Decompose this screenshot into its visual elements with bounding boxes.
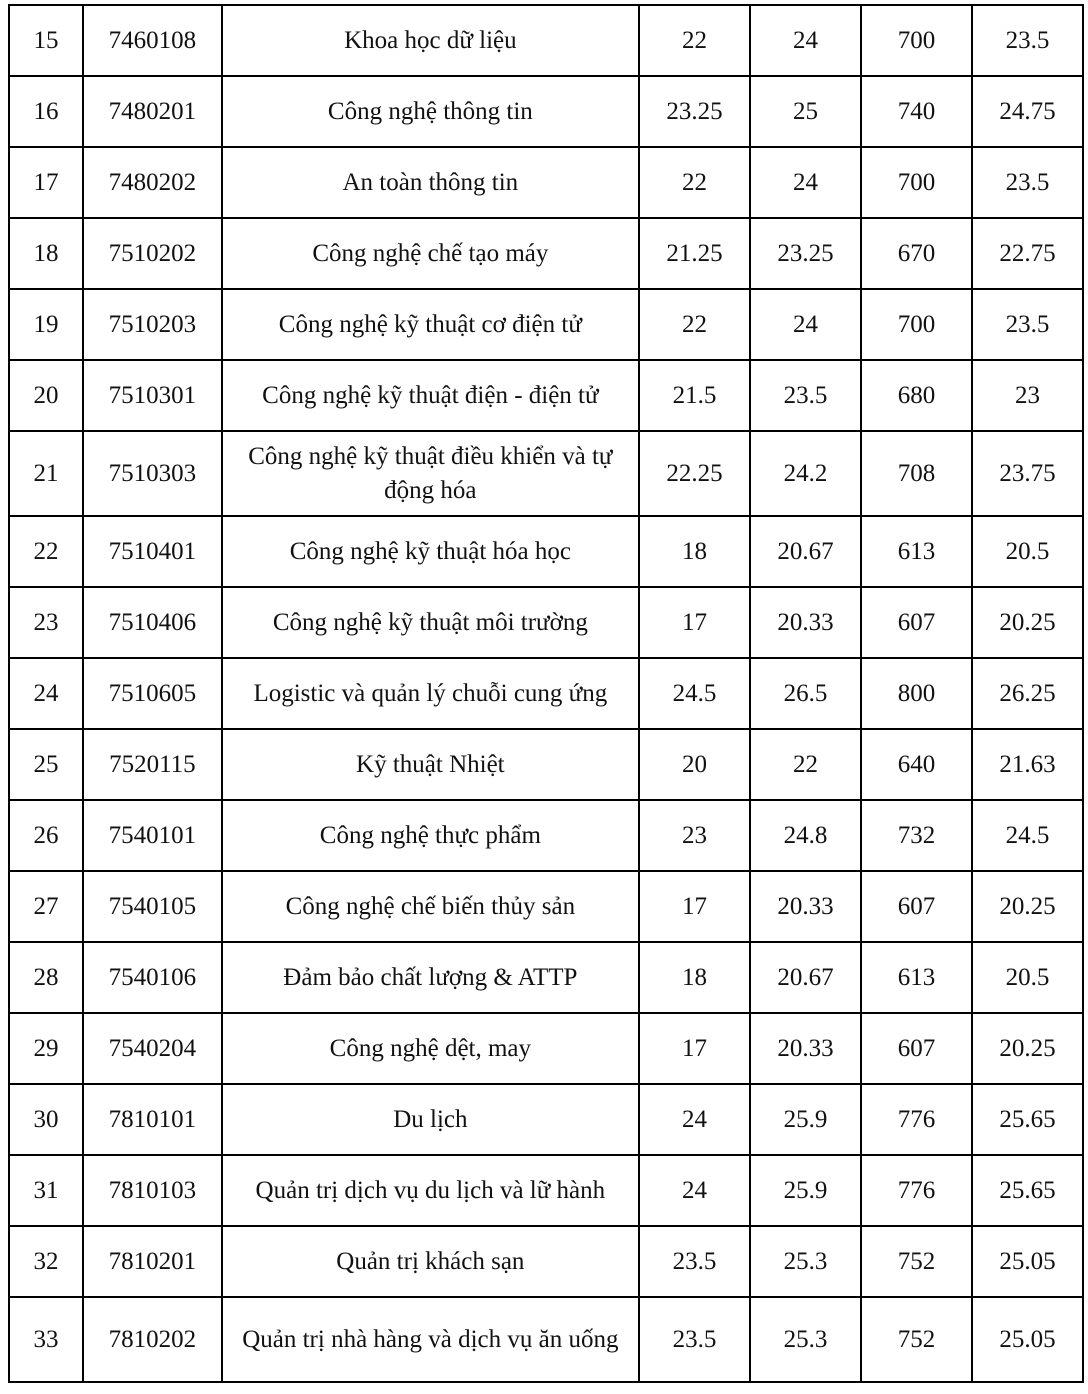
cell-index: 29 <box>9 1013 83 1084</box>
cell-major-name: Du lịch <box>222 1084 639 1155</box>
cell-score-3: 732 <box>861 800 972 871</box>
cell-score-1: 21.25 <box>639 218 750 289</box>
table-row <box>9 729 1083 800</box>
cell-major-name: Khoa học dữ liệu <box>222 5 639 76</box>
cell-score-3: 800 <box>861 658 972 729</box>
cell-score-4: 20.5 <box>972 942 1083 1013</box>
cell-major-code: 7510203 <box>83 289 222 360</box>
table-row <box>9 800 1083 871</box>
cell-score-1: 18 <box>639 942 750 1013</box>
cell-major-code: 7810103 <box>83 1155 222 1226</box>
cell-major-code: 7510301 <box>83 360 222 431</box>
cell-score-4: 24.75 <box>972 76 1083 147</box>
table-row <box>9 1226 1083 1297</box>
cell-score-1: 24 <box>639 1084 750 1155</box>
cell-index: 26 <box>9 800 83 871</box>
cell-score-1: 17 <box>639 871 750 942</box>
table-row <box>9 147 1083 218</box>
cell-index: 21 <box>9 431 83 516</box>
cell-major-name: Công nghệ thông tin <box>222 76 639 147</box>
cell-major-code: 7510406 <box>83 587 222 658</box>
cell-index: 33 <box>9 1297 83 1382</box>
cell-score-3: 680 <box>861 360 972 431</box>
cell-major-code: 7540101 <box>83 800 222 871</box>
cell-index: 15 <box>9 5 83 76</box>
table-row <box>9 658 1083 729</box>
table-body <box>9 5 1083 1382</box>
cell-score-2: 20.33 <box>750 587 861 658</box>
cell-major-name: Công nghệ kỹ thuật cơ điện tử <box>222 289 639 360</box>
cell-score-2: 25.9 <box>750 1155 861 1226</box>
cell-index: 18 <box>9 218 83 289</box>
cell-index: 23 <box>9 587 83 658</box>
cell-score-1: 21.5 <box>639 360 750 431</box>
cell-score-1: 18 <box>639 516 750 587</box>
cell-score-3: 607 <box>861 871 972 942</box>
cell-score-1: 23.5 <box>639 1297 750 1382</box>
cell-major-code: 7540204 <box>83 1013 222 1084</box>
cell-score-2: 23.5 <box>750 360 861 431</box>
cell-major-name: Logistic và quản lý chuỗi cung ứng <box>222 658 639 729</box>
cell-major-code: 7810201 <box>83 1226 222 1297</box>
cell-score-3: 752 <box>861 1226 972 1297</box>
cell-index: 31 <box>9 1155 83 1226</box>
cell-score-2: 20.33 <box>750 1013 861 1084</box>
cell-score-4: 25.05 <box>972 1226 1083 1297</box>
cell-score-2: 20.67 <box>750 516 861 587</box>
cell-score-1: 17 <box>639 587 750 658</box>
cell-index: 17 <box>9 147 83 218</box>
cell-score-2: 24.2 <box>750 431 861 516</box>
table-row <box>9 1084 1083 1155</box>
cell-major-code: 7510202 <box>83 218 222 289</box>
cell-score-3: 700 <box>861 147 972 218</box>
cell-score-3: 640 <box>861 729 972 800</box>
cell-score-2: 23.25 <box>750 218 861 289</box>
cell-major-code: 7810101 <box>83 1084 222 1155</box>
cell-score-2: 20.67 <box>750 942 861 1013</box>
table-row <box>9 76 1083 147</box>
cell-major-name: Công nghệ chế biến thủy sản <box>222 871 639 942</box>
cell-index: 20 <box>9 360 83 431</box>
cell-score-2: 24 <box>750 289 861 360</box>
table-row <box>9 1155 1083 1226</box>
cell-score-2: 26.5 <box>750 658 861 729</box>
cell-score-4: 24.5 <box>972 800 1083 871</box>
cell-score-2: 25 <box>750 76 861 147</box>
cell-score-2: 24 <box>750 5 861 76</box>
table-row <box>9 289 1083 360</box>
cell-major-code: 7520115 <box>83 729 222 800</box>
cell-score-1: 24.5 <box>639 658 750 729</box>
cell-score-1: 23 <box>639 800 750 871</box>
cell-index: 24 <box>9 658 83 729</box>
cell-score-4: 20.25 <box>972 1013 1083 1084</box>
admission-score-table <box>8 4 1084 1383</box>
cell-score-4: 21.63 <box>972 729 1083 800</box>
cell-score-4: 23.5 <box>972 289 1083 360</box>
cell-score-4: 22.75 <box>972 218 1083 289</box>
cell-score-1: 17 <box>639 1013 750 1084</box>
cell-score-1: 23.5 <box>639 1226 750 1297</box>
table-row <box>9 360 1083 431</box>
cell-score-3: 700 <box>861 5 972 76</box>
cell-major-code: 7540106 <box>83 942 222 1013</box>
cell-major-name: Công nghệ dệt, may <box>222 1013 639 1084</box>
cell-major-code: 7510605 <box>83 658 222 729</box>
cell-score-2: 20.33 <box>750 871 861 942</box>
cell-major-name: Công nghệ kỹ thuật hóa học <box>222 516 639 587</box>
cell-score-3: 613 <box>861 516 972 587</box>
cell-score-4: 25.65 <box>972 1155 1083 1226</box>
table-row <box>9 1013 1083 1084</box>
table-row <box>9 5 1083 76</box>
cell-score-4: 23.5 <box>972 147 1083 218</box>
cell-score-4: 26.25 <box>972 658 1083 729</box>
cell-major-code: 7510401 <box>83 516 222 587</box>
table-row <box>9 516 1083 587</box>
cell-index: 30 <box>9 1084 83 1155</box>
cell-index: 28 <box>9 942 83 1013</box>
cell-score-2: 24.8 <box>750 800 861 871</box>
cell-score-3: 752 <box>861 1297 972 1382</box>
cell-major-code: 7480202 <box>83 147 222 218</box>
cell-major-code: 7510303 <box>83 431 222 516</box>
cell-index: 32 <box>9 1226 83 1297</box>
cell-index: 16 <box>9 76 83 147</box>
cell-score-2: 22 <box>750 729 861 800</box>
cell-score-2: 25.3 <box>750 1226 861 1297</box>
table-row <box>9 431 1083 516</box>
cell-score-2: 24 <box>750 147 861 218</box>
cell-score-1: 22 <box>639 5 750 76</box>
cell-major-name: Quản trị nhà hàng và dịch vụ ăn uống <box>222 1297 639 1382</box>
cell-score-1: 20 <box>639 729 750 800</box>
cell-major-name: Đảm bảo chất lượng & ATTP <box>222 942 639 1013</box>
table-row <box>9 587 1083 658</box>
cell-major-name: Công nghệ kỹ thuật môi trường <box>222 587 639 658</box>
cell-major-name: Công nghệ chế tạo máy <box>222 218 639 289</box>
cell-major-name: Công nghệ thực phẩm <box>222 800 639 871</box>
cell-score-3: 708 <box>861 431 972 516</box>
cell-major-name: Công nghệ kỹ thuật điện - điện tử <box>222 360 639 431</box>
cell-major-code: 7460108 <box>83 5 222 76</box>
cell-score-4: 23.5 <box>972 5 1083 76</box>
cell-score-2: 25.9 <box>750 1084 861 1155</box>
cell-score-2: 25.3 <box>750 1297 861 1382</box>
cell-score-1: 23.25 <box>639 76 750 147</box>
cell-score-4: 20.25 <box>972 587 1083 658</box>
cell-score-3: 776 <box>861 1155 972 1226</box>
cell-score-4: 20.25 <box>972 871 1083 942</box>
cell-index: 19 <box>9 289 83 360</box>
cell-major-name: Quản trị dịch vụ du lịch và lữ hành <box>222 1155 639 1226</box>
cell-major-name: Kỹ thuật Nhiệt <box>222 729 639 800</box>
cell-major-name: Quản trị khách sạn <box>222 1226 639 1297</box>
cell-score-1: 22 <box>639 289 750 360</box>
cell-score-3: 740 <box>861 76 972 147</box>
cell-score-4: 23.75 <box>972 431 1083 516</box>
cell-score-3: 607 <box>861 1013 972 1084</box>
cell-index: 22 <box>9 516 83 587</box>
cell-score-3: 607 <box>861 587 972 658</box>
cell-major-code: 7480201 <box>83 76 222 147</box>
cell-score-1: 22 <box>639 147 750 218</box>
cell-major-name: Công nghệ kỹ thuật điều khiển và tự động hóa <box>222 431 639 516</box>
cell-score-4: 20.5 <box>972 516 1083 587</box>
table-row <box>9 871 1083 942</box>
table-row <box>9 218 1083 289</box>
cell-score-3: 613 <box>861 942 972 1013</box>
cell-score-1: 24 <box>639 1155 750 1226</box>
cell-score-3: 670 <box>861 218 972 289</box>
cell-score-4: 25.05 <box>972 1297 1083 1382</box>
cell-score-4: 25.65 <box>972 1084 1083 1155</box>
cell-score-4: 23 <box>972 360 1083 431</box>
cell-index: 25 <box>9 729 83 800</box>
cell-score-1: 22.25 <box>639 431 750 516</box>
table-row <box>9 942 1083 1013</box>
cell-major-code: 7810202 <box>83 1297 222 1382</box>
cell-index: 27 <box>9 871 83 942</box>
table-row <box>9 1297 1083 1382</box>
cell-major-code: 7540105 <box>83 871 222 942</box>
cell-score-3: 700 <box>861 289 972 360</box>
cell-major-name: An toàn thông tin <box>222 147 639 218</box>
cell-score-3: 776 <box>861 1084 972 1155</box>
